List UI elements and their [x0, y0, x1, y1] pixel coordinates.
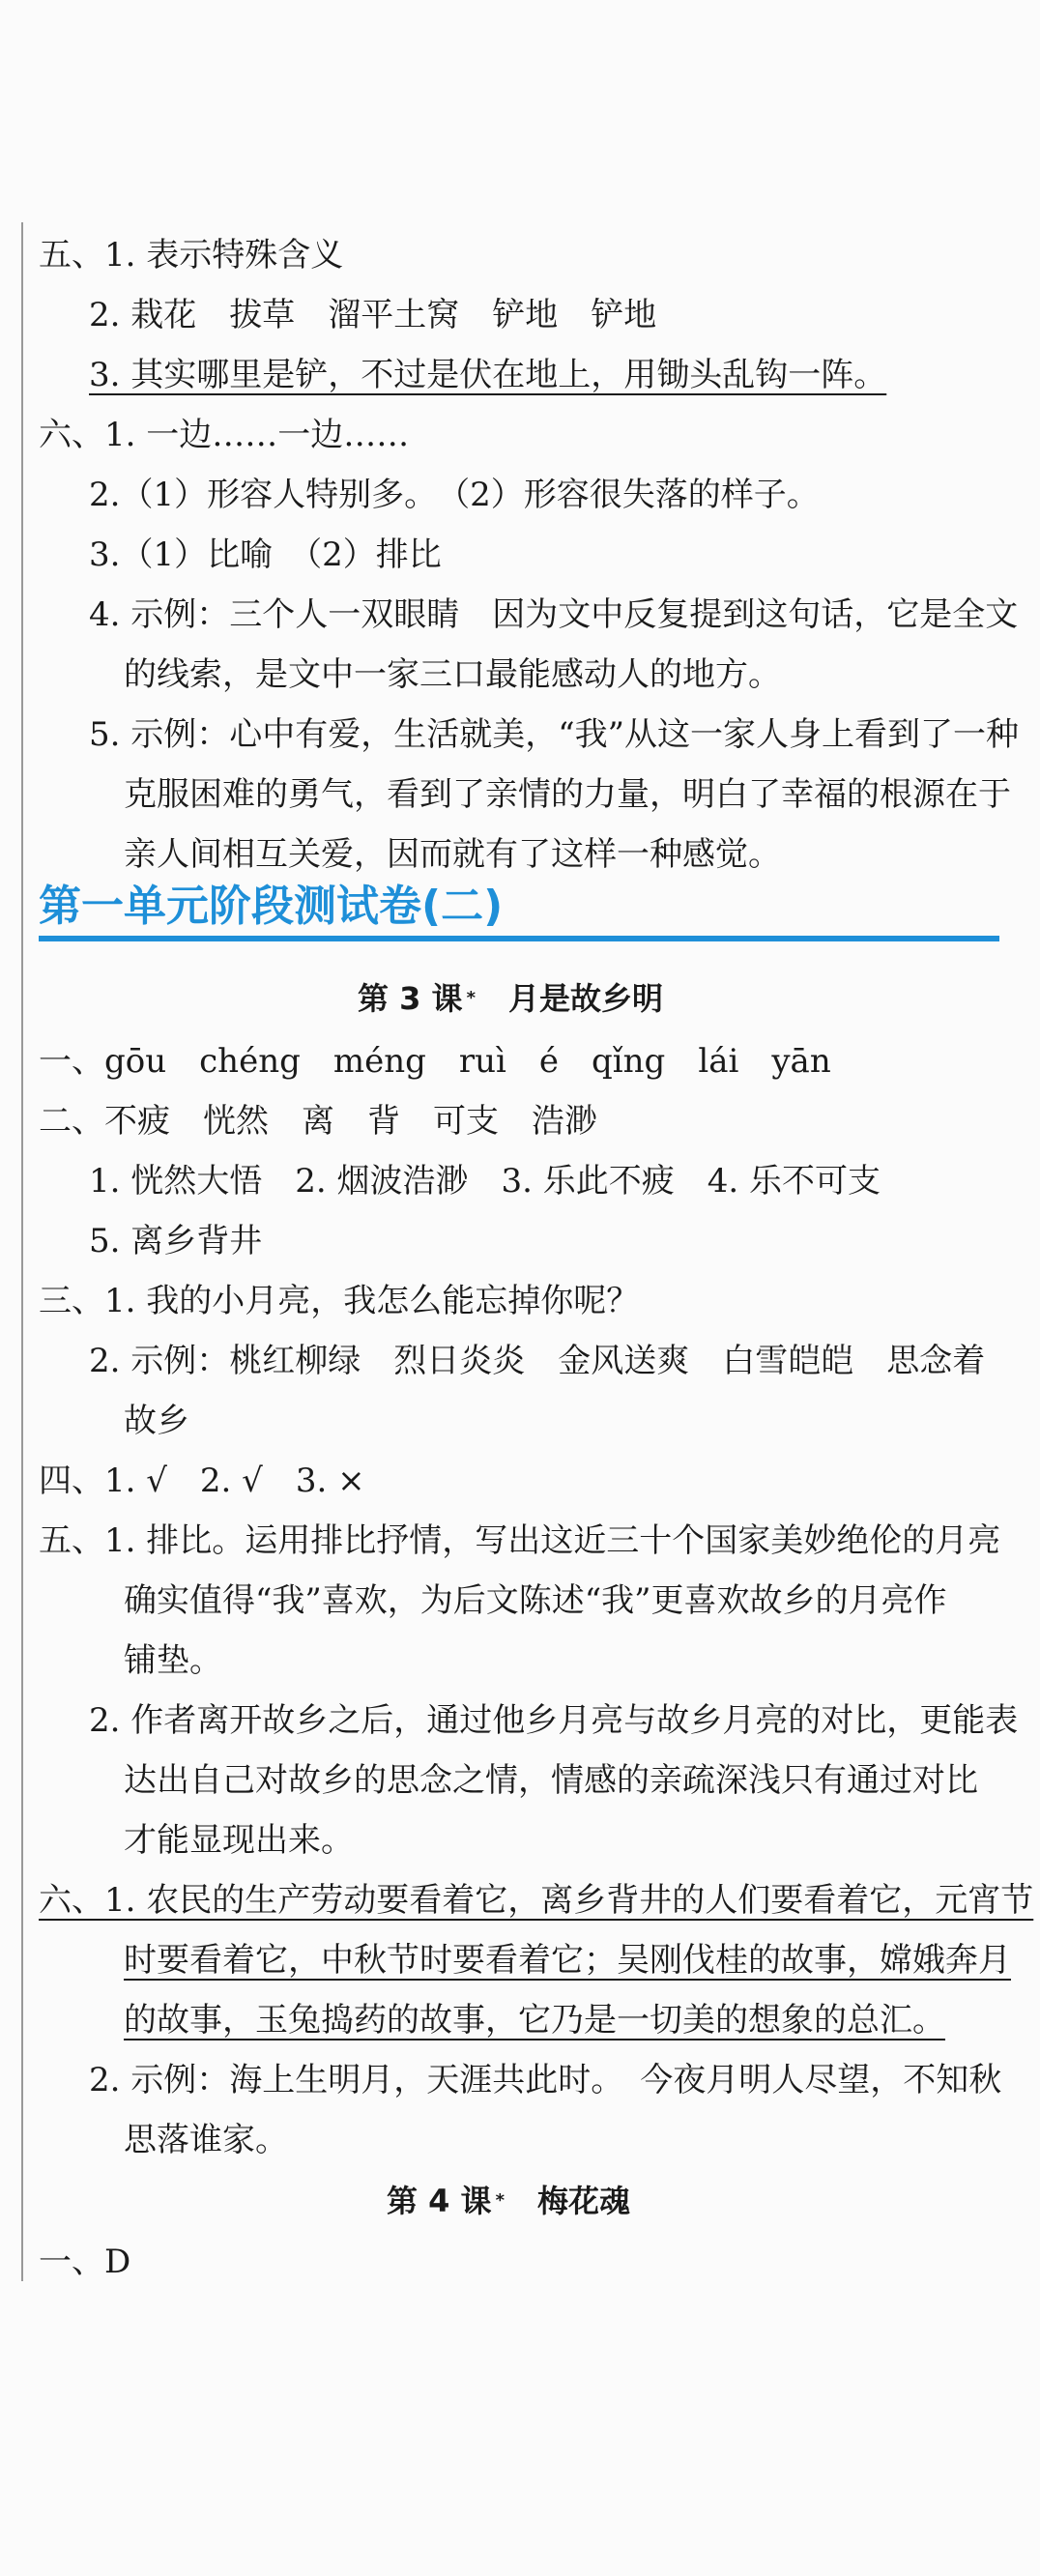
answer-line: 确实值得“我”喜欢，为后文陈述“我”更喜欢故乡的月亮作 — [124, 1581, 947, 1620]
answer-line: 四、1. √ 2. √ 3. × — [39, 1462, 365, 1500]
star-mark: * — [466, 988, 476, 1008]
answer-line: 的线索，是文中一家三口最能感动人的地方。 — [124, 655, 781, 694]
answer-line: 六、1. 一边……一边…… — [39, 416, 410, 454]
answer-line: 克服困难的勇气，看到了亲情的力量，明白了幸福的根源在于 — [124, 775, 1011, 814]
heading-rule — [39, 936, 999, 941]
answer-line: 故乡 — [124, 1402, 189, 1440]
lesson-name: 月是故乡明 — [507, 980, 663, 1017]
underlined-answer: 时要看着它，中秋节时要看着它；吴刚伐桂的故事，嫦娥奔月 — [124, 1941, 1011, 1980]
underlined-answer: 六、1. 农民的生产劳动要看着它，离乡背井的人们要看着它，元宵节 — [39, 1881, 1034, 1920]
answer-line: 二、不疲 恍然 离 背 可支 浩渺 — [39, 1102, 597, 1141]
answer-line: 才能显现出来。 — [124, 1821, 354, 1860]
star-mark: * — [495, 2190, 505, 2211]
answer-line: 5. 离乡背井 — [89, 1222, 263, 1260]
answer-line: 亲人间相互关爱，因而就有了这样一种感觉。 — [124, 835, 781, 874]
answer-line — [89, 352, 886, 398]
answer-line: 五、1. 排比。运用排比抒情，写出这近三十个国家美妙绝伦的月亮 — [39, 1521, 1001, 1560]
answer-line: 2. 栽花 拔草 溜平土窝 铲地 铲地 — [89, 296, 657, 334]
answer-line: 五、1. 表示特殊含义 — [39, 236, 344, 275]
answer-line: 3.（1）比喻 （2）排比 — [89, 535, 442, 574]
answer-line: 铺垫。 — [124, 1641, 222, 1680]
section-heading: 第一单元阶段测试卷(二) — [39, 882, 504, 931]
lesson-title — [387, 2179, 630, 2223]
answer-line — [39, 1877, 1033, 1924]
lesson-title — [358, 976, 663, 1021]
answer-line: 三、1. 我的小月亮，我怎么能忘掉你呢？ — [39, 1282, 640, 1320]
answer-line: 一、gōu chéng méng ruì é qǐng lái yān — [39, 1042, 831, 1081]
answer-line — [124, 1937, 1011, 1983]
answer-line: 2. 作者离开故乡之后，通过他乡月亮与故乡月亮的对比，更能表 — [89, 1701, 1019, 1740]
answer-line: 5. 示例：心中有爱，生活就美，“我”从这一家人身上看到了一种 — [89, 715, 1020, 754]
answer-line: 思落谁家。 — [124, 2121, 288, 2159]
lesson-name: 梅花魂 — [536, 2183, 630, 2219]
answer-line: 2. 示例：海上生明月，天涯共此时。 今夜月明人尽望，不知秋 — [89, 2061, 1002, 2099]
answer-line: 4. 示例：三个人一双眼睛 因为文中反复提到这句话，它是全文 — [89, 595, 1019, 634]
answer-line: 一、D — [39, 2243, 131, 2281]
answer-line: 1. 恍然大悟 2. 烟波浩渺 3. 乐此不疲 4. 乐不可支 — [89, 1162, 881, 1201]
answer-line: 2.（1）形容人特别多。 （2）形容很失落的样子。 — [89, 476, 820, 514]
lesson-number: 第 3 课 — [358, 980, 463, 1017]
underlined-answer: 3. 其实哪里是铲，不过是伏在地上，用锄头乱钩一阵。 — [89, 356, 887, 394]
lesson-number: 第 4 课 — [387, 2183, 492, 2219]
margin-line — [21, 222, 23, 2281]
answer-line: 达出自己对故乡的思念之情，情感的亲疏深浅只有通过对比 — [124, 1761, 978, 1800]
underlined-answer: 的故事，玉兔捣药的故事，它乃是一切美的想象的总汇。 — [124, 2001, 945, 2040]
answer-line: 2. 示例：桃红柳绿 烈日炎炎 金风送爽 白雪皑皑 思念着 — [89, 1342, 986, 1380]
answer-line — [124, 1997, 945, 2043]
